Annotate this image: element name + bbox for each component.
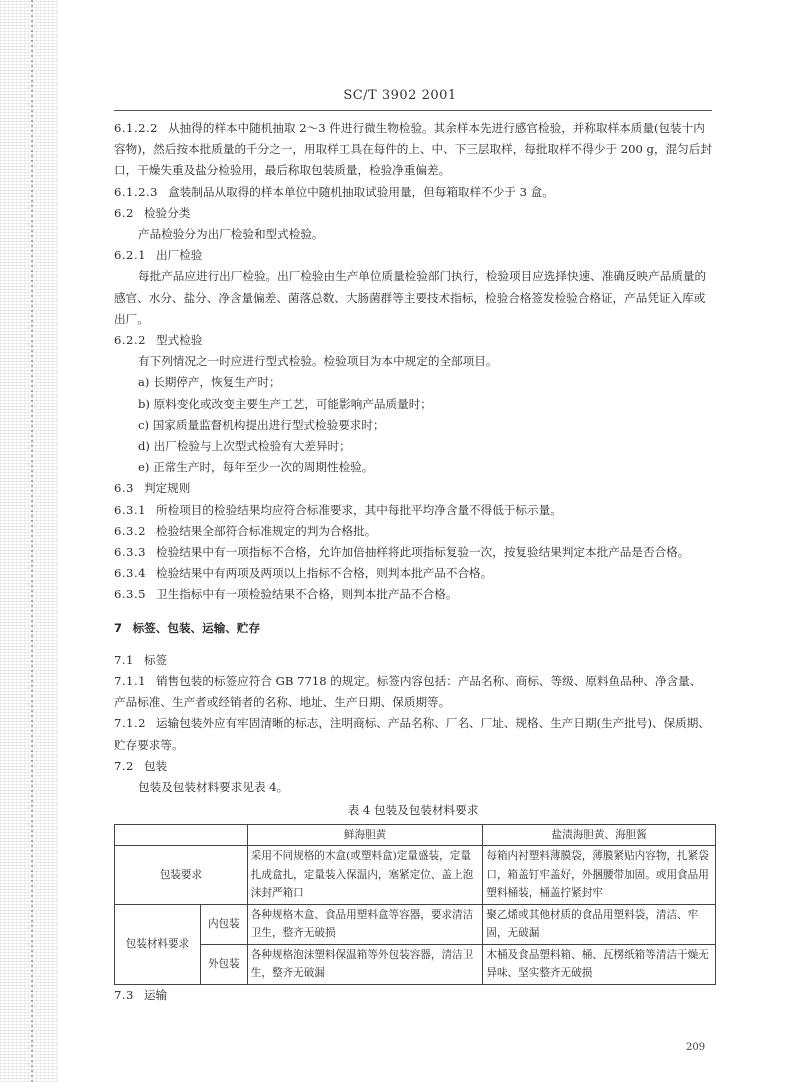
row-label-material: 包装材料要求 <box>115 904 201 984</box>
paragraph-6-2-2: 有下列情况之一时应进行型式检验。检验项目为本中规定的全部项目。 <box>138 354 498 369</box>
clause-6-3-2: 6.3.2 检验结果全部符合标准规定的判为合格批。 <box>114 523 377 538</box>
clause-6-3-5: 6.3.5 卫生指标中有一项检验结果不合格，则判本批产品不合格。 <box>114 587 458 602</box>
heading-6-2-2: 6.2.2 型式检验 <box>114 333 203 348</box>
clause-6-1-2-3: 6.1.2.3 盒装制品从取得的样本单位中随机抽取试验用量，但每箱取样不少于 3 盒。 <box>114 184 554 199</box>
heading-6-2-1: 6.2.1 出厂检验 <box>114 248 203 263</box>
heading-6-2: 6.2 检验分类 <box>114 205 191 220</box>
heading-7: 7 标签、包装、运输、贮存 <box>114 620 261 635</box>
paragraph-6-2-1: 每批产品应进行出厂检验。出厂检验由生产单位质量检验部门执行，检验项目应选择快速、准确反映产品质量的感官、水分、盐分、净含量偏差、菌落总数、大肠菌群等主要技术指标，检验合格签发检验合格证，产品凭证入库或出厂。 <box>114 269 707 326</box>
header-rule <box>114 110 712 111</box>
list-item-d: d) 出厂检验与上次型式检验有大差异时； <box>138 439 351 454</box>
list-item-a: a) 长期停产，恢复生产时； <box>138 375 281 390</box>
heading-7-3: 7.3 运输 <box>114 987 168 1002</box>
cell-outer-fresh: 各种规格泡沫塑料保温箱等外包装容器，清洁卫生，整齐无破漏 <box>247 944 483 984</box>
paragraph-6-2: 产品检验分为出厂检验和型式检验。 <box>138 227 324 242</box>
page-number: 209 <box>686 1042 706 1053</box>
clause-6-3-1: 6.3.1 所检项目的检验结果均应符合标准要求，其中每批平均净含量不得低于标示量。 <box>114 502 562 517</box>
list-item-e: e) 正常生产时，每年至少一次的周期性检验。 <box>138 460 374 475</box>
table-header-salted: 盐渍海胆黄、海胆酱 <box>483 824 716 846</box>
list-item-b: b) 原料变化或改变主要生产工艺，可能影响产品质量时； <box>138 396 432 411</box>
cell-outer-salted: 木桶及食品塑料箱、桶、瓦楞纸箱等清洁干燥无异味、坚实整齐无破损 <box>483 944 716 984</box>
table-header-blank <box>115 824 248 846</box>
clause-7-1-2: 7.1.2 运输包装外应有牢固清晰的标志，注明商标、产品名称、厂名、厂址、规格、生产日期(生产批号)、保质期、贮存要求等。 <box>114 716 710 752</box>
clause-6-3-3: 6.3.3 检验结果中有一项指标不合格，允许加倍抽样将此项指标复验一次，按复验结果判定本批产品是否合格。 <box>114 545 690 560</box>
cell-inner-salted: 聚乙烯或其他材质的食品用塑料袋，清洁、牢固，无破漏 <box>483 904 716 944</box>
table-header-row <box>115 824 716 846</box>
packaging-requirements-table <box>114 824 716 985</box>
table-row-outer <box>115 944 716 984</box>
paragraph-7-2: 包装及包装材料要求见表 4。 <box>138 780 289 795</box>
table-header-fresh: 鲜海胆黄 <box>247 824 483 846</box>
heading-7-2: 7.2 包装 <box>114 758 168 773</box>
page-body <box>114 118 712 1006</box>
row-label-outer: 外包装 <box>200 944 247 984</box>
page-header: SC/T 3902 2001 <box>343 88 457 103</box>
heading-6-3: 6.3 判定规则 <box>114 481 191 496</box>
heading-7-1: 7.1 标签 <box>114 652 168 667</box>
cell-packaging-salted: 每箱内衬塑料薄膜袋，薄膜紧贴内容物，扎紧袋口，箱盖钉牢盖好，外捆腰带加固。或用食品用塑料桶装，桶盖拧紧封牢 <box>483 846 716 905</box>
clause-6-1-2-2: 6.1.2.2 从抽得的样本中随机抽取 2～3 件进行微生物检验。其余样本先进行感官检验，并称取样本质量(包装十内容物)，然后按本批质量的千分之一，用取样工具在每件的上、中、下三层取样，每批取样不得少于 200 g，混匀后封口，干燥失重及盐分检验用，最后称取包装质量，检验净重偏差。 <box>114 121 712 178</box>
table-row-packaging <box>115 846 716 905</box>
cell-inner-fresh: 各种规格木盒、食品用塑料盒等容器，要求清洁卫生，整齐无破损 <box>247 904 483 944</box>
table-row-inner <box>115 904 716 944</box>
table-caption: 表 4 包装及包装材料要求 <box>347 803 479 818</box>
cell-packaging-fresh: 采用不同规格的木盒(或塑料盒)定量盛装，定量扎成盒扎，定量装入保温内，塞紧定位、盖上泡沫封严箱口 <box>247 846 483 905</box>
clause-7-1-1: 7.1.1 销售包装的标签应符合 GB 7718 的规定。标签内容包括：产品名称、商标、等级、原料鱼品种、净含量、产品标准、生产者或经销者的名称、地址、生产日期、保质期等。 <box>114 674 702 710</box>
row-label-packaging: 包装要求 <box>115 846 248 905</box>
clause-6-3-4: 6.3.4 检验结果中有两项及两项以上指标不合格，则判本批产品不合格。 <box>114 566 493 581</box>
list-item-c: c) 国家质量监督机构提出进行型式检验要求时； <box>138 417 385 432</box>
scan-noise-margin <box>0 0 58 1082</box>
row-label-inner: 内包装 <box>200 904 247 944</box>
